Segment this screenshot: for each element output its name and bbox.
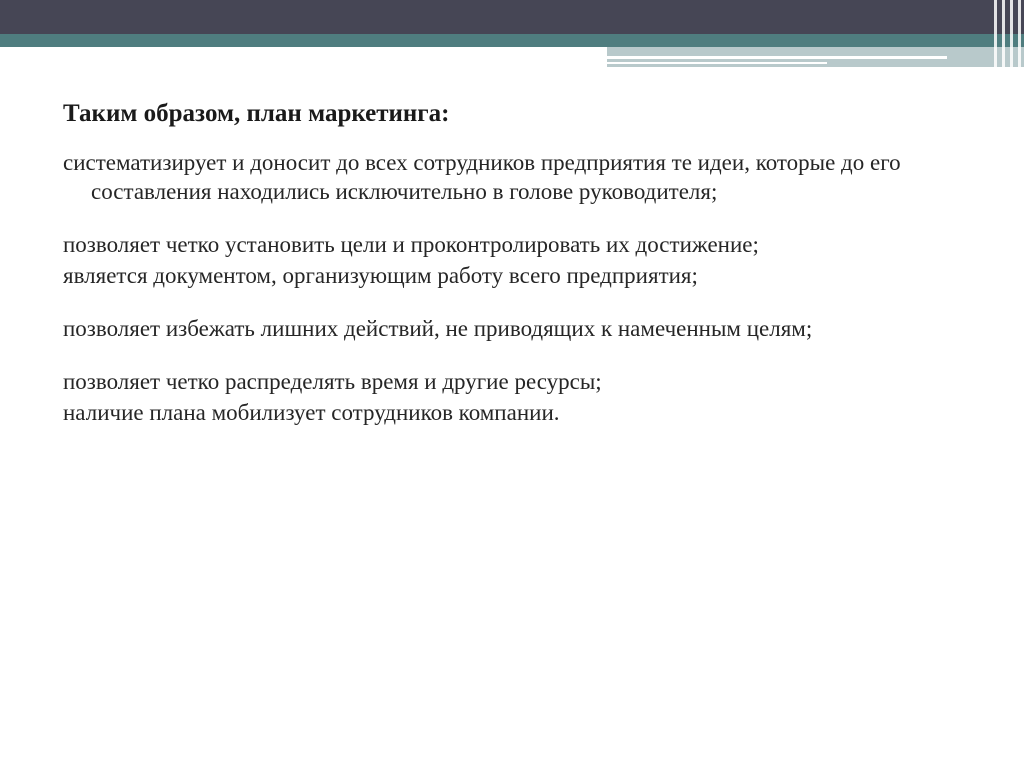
list-item: позволяет четко установить цели и проконтролировать их достижение; xyxy=(63,232,759,257)
list-item: является документом, организующим работу всего предприятия; xyxy=(63,263,698,288)
list-item: наличие плана мобилизует сотрудников компании. xyxy=(63,400,560,425)
header-white-line xyxy=(607,56,947,59)
list-item: систематизирует и доносит до всех сотрудников предприятия те идеи, которые до его составления находились исключительно в голове руководителя; xyxy=(63,150,901,204)
slide-content xyxy=(63,100,963,427)
header-teal-stripe xyxy=(0,34,1024,47)
header-band xyxy=(0,0,1024,34)
header-vertical-bars xyxy=(988,0,1024,70)
bullet-list xyxy=(63,148,963,427)
slide-title: Таким образом, план маркетинга: xyxy=(63,100,450,127)
list-item: позволяет избежать лишних действий, не приводящих к намеченным целям; xyxy=(63,316,813,341)
list-item: позволяет четко распределять время и другие ресурсы; xyxy=(63,369,602,394)
header-white-line-short xyxy=(607,62,827,64)
